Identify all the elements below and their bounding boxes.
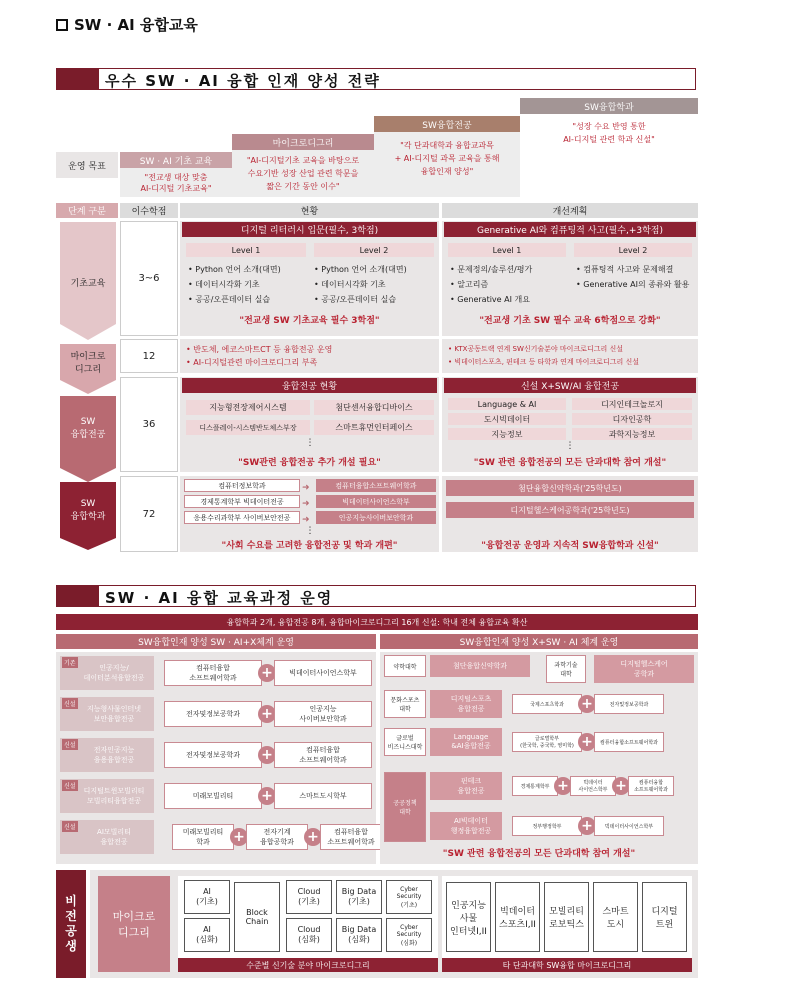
main-title: SW · AI 융합교육 [74,16,198,34]
program-box: 인공지능 사이버보안학과 [274,701,372,727]
goal-tab-1: SW · AI 기초 교육 [120,152,232,168]
left-row-name: 디지털트윈모빌리티 모빌리티융합전공 [83,787,145,805]
right-row-name: 핀테크 융합전공 [430,772,502,800]
list-item: • 공공/오픈데이터 실습 [314,295,397,304]
program-box: 미래모빌리티 학과 [172,824,234,850]
s2-right-note: "SW 관련 융합전공의 모든 단과대학 참여 개설" [442,848,636,859]
ellipsis-icon: ⋮ [565,441,575,451]
program-box: 전자및정보공학과 [164,701,262,727]
plus-icon: + [578,817,596,835]
s2-right-head: SW융합인재 양성 X+SW · AI 체계 운영 [380,634,698,649]
program-box: 전자및정보공학과 [164,742,262,768]
section2-bar [56,585,696,607]
basic-plan-level2: Level 2 [574,243,692,257]
program-box: 컴퓨터융합 소프트웨어학과 [274,742,372,768]
md-tile: AI (심화) [184,918,230,952]
basic-current-level1: Level 1 [186,243,306,257]
goal-text-4: "성장 수요 반영 통한 AI-디지털 관련 학과 신설" [563,122,655,144]
basic-current-l1-list [188,262,281,307]
program-box: 컴퓨터융합 소프트웨어학과 [628,776,674,796]
program-box: 글로벌학부 (한국학, 중국학, 영미학) [512,732,582,752]
major-current-note: "SW관련 융합전공 추가 개설 필요" [238,457,381,468]
plus-icon: + [612,777,630,795]
s2-left-head: SW융합인재 양성 SW · AI+X체계 운영 [56,634,376,649]
basic-plan-note: "전교생 기초 SW 필수 교육 6학점으로 강화" [479,315,661,326]
list-item: • 데이터시각화 기초 [188,280,260,289]
major-current-item: 디스플레이-시스템반도체스부장 [186,420,310,435]
goal-text-3: "각 단과대학과 융합교과목 + AI-디지털 과목 교육을 통해 융합인재 양성" [394,140,500,176]
dept-current-left: 응용수리과학부 사이버보안전공 [184,511,300,524]
plus-icon: + [578,733,596,751]
basic-plan-title: Generative AI와 컴퓨팅적 사고(필수,+3학점) [444,222,696,237]
list-item: • 알고리즘 [450,280,489,289]
plus-icon: + [554,777,572,795]
section2-title: SW · AI 융합 교육과정 운영 [105,589,334,607]
plus-icon: + [230,828,248,846]
goal-text-1: "전교생 대상 맞춤 AI-디지털 기초교육" [140,173,212,193]
college-box: 글로벌 비즈니스대학 [384,728,426,756]
md-right-tile: 인공지능 사물 인터넷I,II [446,882,491,952]
college-box: 공공정책 대학 [384,772,426,842]
program-box: 스마트도시학부 [274,783,372,809]
md-plan-item: • KTX공동트랙 연계 SW신기술분야 마이크로디그리 신설 [448,345,623,353]
plus-icon: + [304,828,322,846]
md-left-note: 수준별 신기술 분야 마이크로디그리 [178,958,438,972]
md-current-item: • 반도체, 에코스마트CT 등 융합전공 운영 [186,345,333,354]
md-right-tile: 디지털 트윈 [642,882,687,952]
md-tile: Big Data (심화) [336,918,382,952]
basic-current-l2-list [314,262,407,307]
plus-icon: + [578,695,596,713]
goal-tab-2: 마이크로디그리 [232,134,374,150]
stage-microdegree: 마이크로 디그리 [70,352,106,375]
program-box: 빅데이터사이언스학부 [594,816,664,836]
college-box: 약학대학 [384,655,426,677]
col-header-current: 현황 [180,203,439,218]
major-current-item: 스마트휴먼인터페이스 [314,420,434,435]
credit-md: 12 [120,339,178,373]
md-plan-panel [442,339,698,373]
main-heading [56,14,198,35]
basic-plan-l2-list [576,262,689,292]
row-tag: 신설 [62,780,78,791]
dept-current-right: 컴퓨터융합소프트웨어학과 [316,479,436,492]
col-header-credit: 이수학점 [120,203,178,218]
program-box: 컴퓨터융합 소프트웨어학과 [320,824,382,850]
left-row-name: 인공지능/ 데이터분석융합전공 [83,664,145,682]
credit-dept: 72 [120,476,178,552]
plus-icon: + [258,705,276,723]
program-box: 빅데이터사이언스학부 [274,660,372,686]
dept-plan-item: 첨단융합신약학과('25학년도) [446,480,694,496]
goal-tab-3: SW융합전공 [374,116,520,132]
list-item: • 공공/오픈데이터 실습 [188,295,271,304]
ellipsis-icon: ⋮ [305,438,315,448]
dept-current-note: "사회 수요를 고려한 융합전공 및 학과 개편" [221,540,398,551]
md-tile: Cyber Security (기초) [386,880,432,914]
md-plan-item: • 빅데이터스포츠, 핀테크 등 타학과 연계 마이크로디그리 신설 [448,358,639,366]
md-right-tile: 모빌리티 로보틱스 [544,882,589,952]
dept-plan-item: 디지털헬스케어공학과('25학년도) [446,502,694,518]
md-label: 마이크로 디그리 [98,876,170,972]
program-box: 전자및정보공학과 [594,694,664,714]
section1-bar [56,68,696,90]
md-right-tile: 빅데이터 스포츠I,II [495,882,540,952]
left-row-name: AI모빌리티 융합전공 [97,828,131,846]
md-tile: Cloud (심화) [286,918,332,952]
left-row-name: 전자인공지능 융용융합전공 [93,746,135,764]
right-row-name: 디지털스포츠 융합전공 [430,690,502,718]
credit-major: 36 [120,377,178,472]
major-plan-item: 과학지능정보 [572,428,692,440]
ellipsis-icon: ⋮ [305,526,315,536]
dept-current-left: 컴퓨터정보학과 [184,479,300,492]
right-row-name: 디지털헬스케어 공학과 [594,655,694,683]
section1-title: 우수 SW · AI 융합 인재 양성 전략 [105,72,381,90]
major-current-item: 첨단센서융합디바이스 [314,400,434,415]
md-current-panel [180,339,439,373]
dept-current-right: 빅데이터사이언스학부 [316,495,436,508]
program-box: 국제스포츠학과 [512,694,582,714]
arrow-icons: ➜ ➜ ➜ [302,483,310,525]
goal-text-2: "AI-디지털기초 교육을 바탕으로 수요기반 성장 산업 관련 학문을 짧은 기간 동안 이수" [246,155,360,191]
major-plan-item: 지능정보 [448,428,566,440]
program-box: 정부행정학부 [512,816,582,836]
list-item: • Python 언어 소개(대면) [188,265,281,274]
row-tag: 신설 [62,698,78,709]
md-tile: Big Data (기초) [336,880,382,914]
stage-basic: 기초교육 [70,278,106,289]
md-tile: AI (기초) [184,880,230,914]
goal-label: 운영 목표 [56,152,118,178]
md-tile: Cloud (기초) [286,880,332,914]
right-row-name: AI빅데이터 행정융합전공 [430,812,502,840]
goal-tab-4: SW융합학과 [520,98,698,114]
major-plan-item: Language & AI [448,398,566,410]
plus-icon: + [258,746,276,764]
row-tag: 기존 [62,657,78,668]
program-box: 컴퓨터융합 소프트웨어학과 [164,660,262,686]
credit-basic: 3~6 [120,221,178,336]
section2-accent [57,586,99,606]
s2-banner: 융합학과 2개, 융합전공 8개, 융합마이크로디그리 16개 신설: 학내 전체 융합교육 확산 [56,614,698,630]
dept-plan-note: "융합전공 운영과 지속적 SW융합학과 신설" [481,540,659,551]
list-item: • Python 언어 소개(대면) [314,265,407,274]
major-plan-item: 도시빅데이터 [448,413,566,425]
plus-icon: + [258,787,276,805]
md-tile: Block Chain [234,882,280,952]
basic-plan-level1: Level 1 [448,243,566,257]
right-row-name: Language &AI융합전공 [430,728,502,756]
stage-sw-major: SW 융합전공 [70,416,106,440]
stage-sw-dept: SW 융합학과 [70,498,106,522]
md-right-note: 타 단과대학 SW융합 마이크로디그리 [442,958,692,972]
college-box: 문화스포츠 대학 [384,690,426,718]
left-row-name: 지능형사물인터넷 보안융합전공 [86,705,142,723]
md-right-tile: 스마트 도시 [593,882,638,952]
checkbox-square-icon [56,19,68,31]
list-item: • Generative AI 개요 [450,295,530,304]
program-box: 빅데이터 사이언스학부 [570,776,616,796]
basic-plan-l1-list [450,262,532,307]
list-item: • 문제정의/솔루션/평가 [450,265,533,274]
list-item: • 데이터시각화 기초 [314,280,386,289]
major-plan-note: "SW 관련 융합전공의 모든 단과대학 참여 개설" [473,457,667,468]
program-box: 컴퓨터융합소프트웨어학과 [594,732,664,752]
program-box: 미래모빌리티 [164,783,262,809]
plus-icon: + [258,664,276,682]
major-plan-item: 디지인테크놀로지 [572,398,692,410]
row-tag: 신설 [62,821,78,832]
program-box: 경제통계학부 [512,776,558,796]
right-row-name: 첨단융합신약학과 [430,655,530,677]
dept-current-left: 경제통계학부 빅데이터전공 [184,495,300,508]
list-item: • 컴퓨팅적 사고와 문제해결 [576,265,674,274]
dept-current-right: 인공지능사이버보안학과 [316,511,436,524]
basic-current-note: "전교생 SW 기초교육 필수 3학점" [239,315,380,326]
list-item: • Generative AI의 종류와 활용 [576,280,690,289]
basic-current-title: 디지털 리터러시 입문(필수, 3학점) [182,222,437,237]
col-header-stage: 단계 구분 [56,203,118,218]
basic-current-level2: Level 2 [314,243,434,257]
major-plan-title: 신설 X+SW/AI 융합전공 [444,378,696,393]
major-current-title: 융합전공 현황 [182,378,437,393]
md-tile: Cyber Security (심화) [386,918,432,952]
major-plan-item: 디자인공학 [572,413,692,425]
vision-label: 비 전 공 생 [56,870,86,978]
major-current-item: 지능형전장제어시스템 [186,400,310,415]
col-header-plan: 개선계획 [442,203,698,218]
row-tag: 신설 [62,739,78,750]
program-box: 전자기계 융합공학과 [246,824,308,850]
md-current-item: • AI-디지털관련 마이크로디그리 부족 [186,358,318,367]
section1-accent [57,69,99,89]
college-box: 과학기술 대학 [546,655,586,683]
